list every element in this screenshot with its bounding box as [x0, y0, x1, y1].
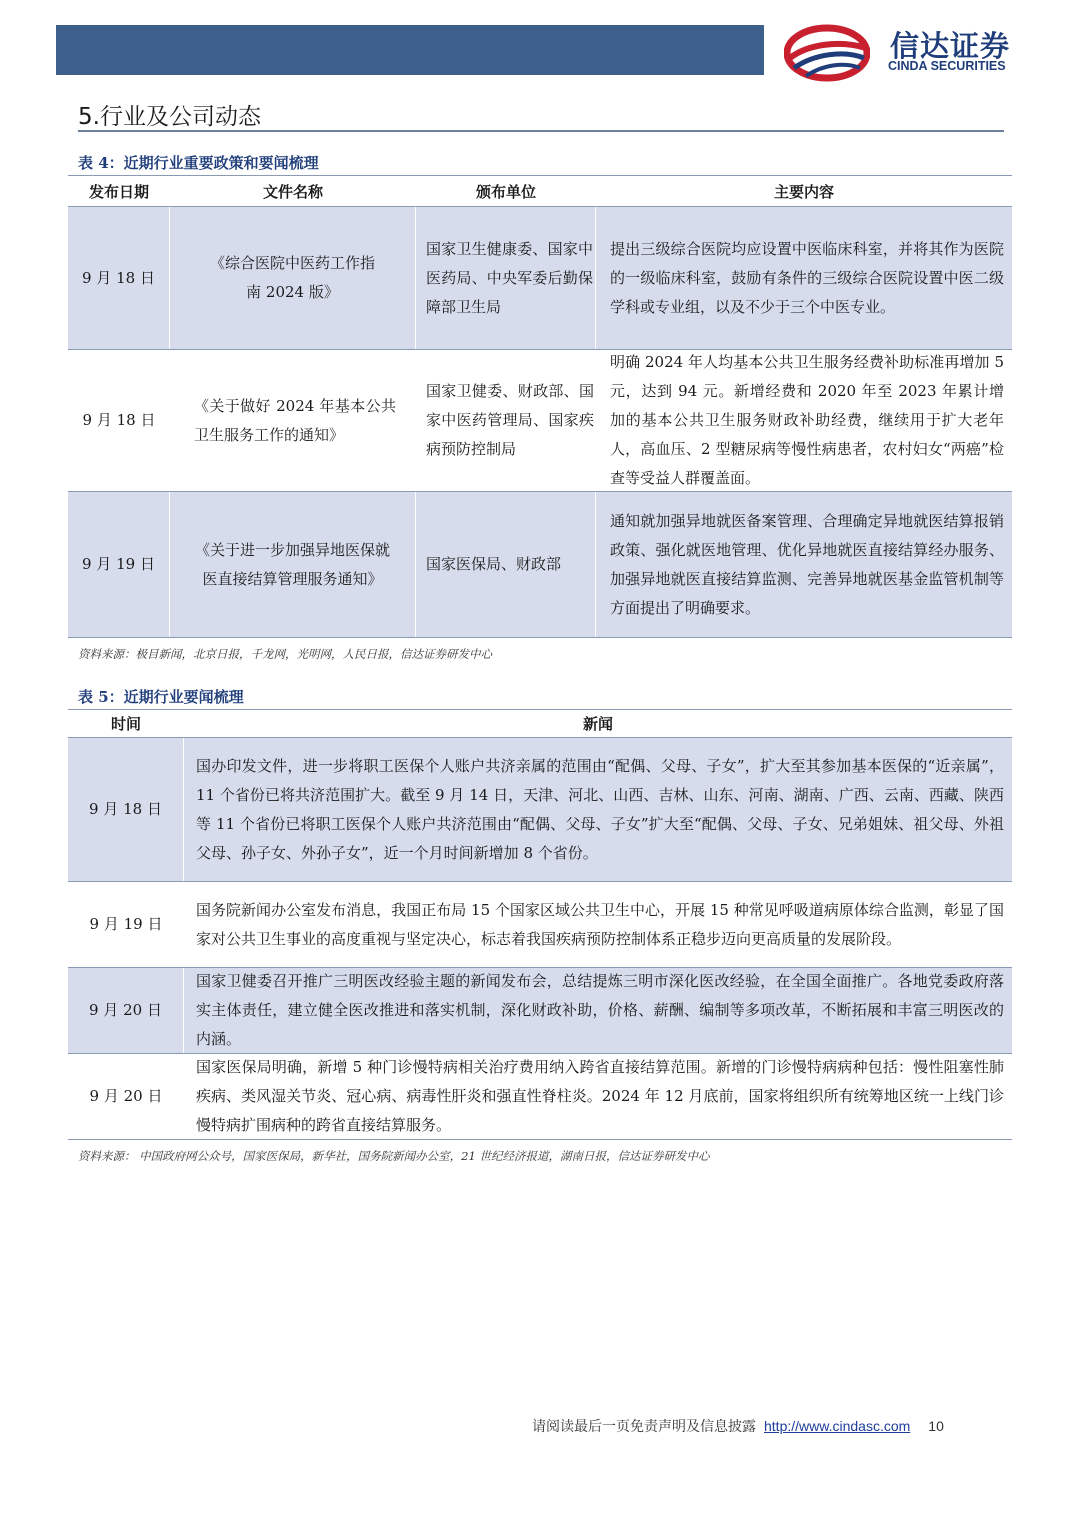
logo-text-en: CINDA SECURITIES	[888, 59, 1006, 73]
row-date: 9 月 19 日	[68, 492, 170, 637]
table-row	[68, 968, 1012, 1054]
table4-header-doc: 文件名称	[262, 182, 323, 201]
table-row	[68, 1054, 1012, 1140]
table-row	[68, 492, 1012, 638]
section-rule	[78, 130, 1004, 132]
footer-disclaimer: 请阅读最后一页免责声明及信息披露	[532, 1419, 756, 1435]
table4-header-issuer: 颁布单位	[475, 182, 536, 201]
section-title: 5.行业及公司动态	[78, 104, 261, 130]
row-doc: 《综合医院中医药工作指南 2024 版》	[170, 207, 416, 349]
cinda-logo-mark-icon	[784, 24, 870, 82]
cinda-logo	[784, 24, 1054, 84]
row-date: 9 月 20 日	[68, 968, 184, 1053]
table4-header	[68, 176, 1012, 207]
table4-header-content: 主要内容	[773, 182, 834, 201]
row-content: 通知就加强异地就医备案管理、合理确定异地就医结算报销政策、强化就医地管理、优化异地就医直接结算经办服务、加强异地就医直接结算监测、完善异地就医基金监管机制等方面提出了明确要求。	[610, 511, 1004, 617]
table-row	[68, 738, 1012, 882]
table4-source: 资料来源：极目新闻，北京日报，千龙网，光明网，人民日报，信达证券研发中心	[78, 647, 492, 661]
row-issuer: 国家卫生健康委、国家中医药局、中央军委后勤保障部卫生局	[416, 207, 596, 349]
table-row	[68, 350, 1012, 492]
row-news: 国办印发文件，进一步将职工医保个人账户共济亲属的范围由“配偶、父母、子女”，扩大至其参加基本医保的“近亲属”，11 个省份已将共济范围扩大。截至 9 月 14 日，天津、河北、山西、吉林、山东、河南、湖南、广西、云南、西藏、陕西等 11 个省份已将职工医保个人账户共济范围由“配偶、父母、子女”扩大至“配偶、父母、子女、兄弟姐妹、祖父母、外祖父母、孙子女、外孙子女”，近一个月时间新增加 8 个省份。	[196, 756, 1004, 862]
table5-header-news: 新闻	[582, 715, 613, 733]
table4	[68, 176, 1012, 638]
row-doc: 《关于做好 2024 年基本公共卫生服务工作的通知》	[194, 396, 396, 444]
row-date: 9 月 18 日	[68, 738, 184, 881]
table5-header-time: 时间	[110, 715, 141, 733]
row-issuer: 国家卫健委、财政部、国家中医药管理局、国家疾病预防控制局	[426, 382, 594, 458]
table5	[68, 710, 1012, 1140]
page-number: 10	[928, 1418, 944, 1434]
table5-caption: 表 5：近期行业要闻梳理	[78, 688, 244, 706]
header-bar	[56, 25, 764, 75]
logo-text-cn: 信达证券	[890, 29, 1011, 63]
row-news: 国家卫健委召开推广三明医改经验主题的新闻发布会，总结提炼三明市深化医改经验，在全国全面推广。各地党委政府落实主体责任，建立健全医改推进和落实机制，深化财政补助，价格、薪酬、编制等多项改革，不断拓展和丰富三明医改的内涵。	[196, 972, 1004, 1048]
row-date: 9 月 18 日	[68, 207, 170, 349]
table-row	[68, 207, 1012, 350]
row-content: 提出三级综合医院均应设置中医临床科室，并将其作为医院的一级临床科室，鼓励有条件的三级综合医院设置中医二级学科或专业组，以及不少于三个中医专业。	[610, 239, 1004, 316]
row-news: 国务院新闻办公室发布消息，我国正布局 15 个国家区域公共卫生中心，开展 15 种常见呼吸道病原体综合监测，彰显了国家对公共卫生事业的高度重视与坚定决心，标志着我国疾病预防控制体系正稳步迈向更高质量的发展阶段。	[196, 900, 1004, 948]
row-doc: 《关于进一步加强异地医保就医直接结算管理服务通知》	[170, 492, 416, 637]
table-row	[68, 882, 1012, 968]
row-date: 9 月 20 日	[89, 1087, 163, 1105]
table4-caption: 表 4：近期行业重要政策和要闻梳理	[78, 154, 319, 172]
row-date: 9 月 19 日	[89, 915, 163, 933]
table5-header	[68, 710, 1012, 738]
table4-header-date: 发布日期	[88, 182, 149, 201]
footer-url-link[interactable]: http://www.cindasc.com	[764, 1418, 911, 1434]
row-date: 9 月 18 日	[82, 411, 156, 429]
footer	[532, 1416, 944, 1436]
row-news: 国家医保局明确，新增 5 种门诊慢特病相关治疗费用纳入跨省直接结算范围。新增的门诊慢特病病种包括：慢性阻塞性肺疾病、类风湿关节炎、冠心病、病毒性肝炎和强直性脊柱炎。2024 年 12 月底前，国家将组织所有统筹地区统一上线门诊慢特病扩围病种的跨省直接结算服务。	[196, 1058, 1004, 1134]
row-issuer: 国家医保局、财政部	[416, 492, 596, 637]
table5-source: 资料来源： 中国政府网公众号，国家医保局，新华社，国务院新闻办公室，21 世纪经济报道，湖南日报，信达证券研发中心	[78, 1149, 710, 1163]
row-content: 明确 2024 年人均基本公共卫生服务经费补助标准再增加 5 元，达到 94 元。新增经费和 2020 年至 2023 年累计增加的基本公共卫生服务财政补助经费，继续用于扩大老年人，高血压、2 型糖尿病等慢性病患者，农村妇女“两癌”检查等受益人群覆盖面。	[610, 353, 1004, 487]
